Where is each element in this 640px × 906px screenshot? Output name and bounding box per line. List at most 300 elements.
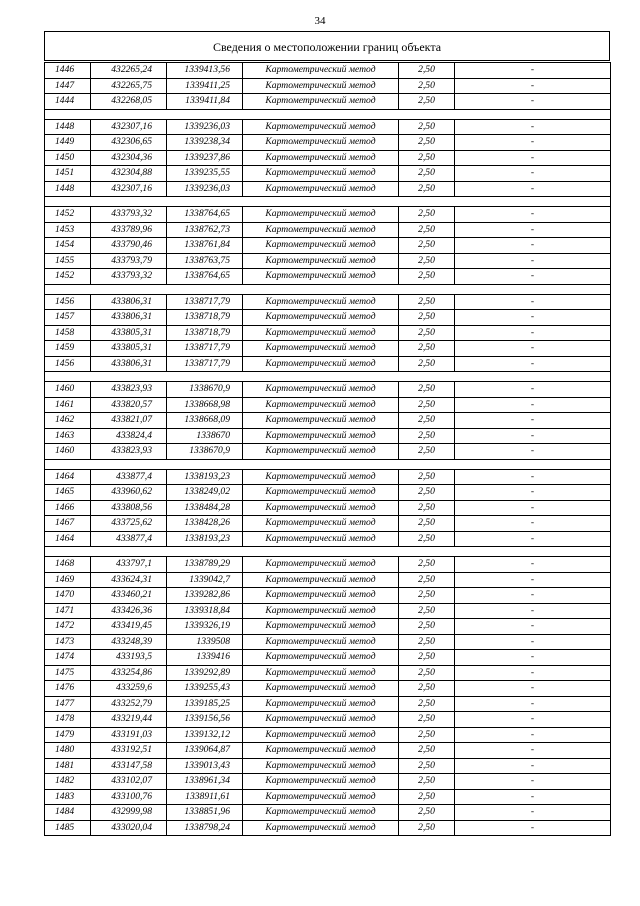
accuracy-cell: 2,50 [399,150,455,166]
table-row [45,310,611,326]
note-cell: - [455,181,611,197]
x-coordinate-cell: 433191,03 [91,727,167,743]
accuracy-cell: 2,50 [399,758,455,774]
x-coordinate-cell: 433259,6 [91,681,167,697]
note-cell: - [455,294,611,310]
y-coordinate-cell: 1339326,19 [167,619,243,635]
note-cell: - [455,166,611,182]
y-coordinate-cell: 1338718,79 [167,325,243,341]
point-number-cell: 1484 [45,805,91,821]
coordinates-table-body [45,63,611,836]
x-coordinate-cell: 433806,31 [91,356,167,372]
y-coordinate-cell: 1338484,28 [167,500,243,516]
note-cell: - [455,650,611,666]
method-cell: Картометрический метод [243,696,399,712]
method-cell: Картометрический метод [243,222,399,238]
y-coordinate-cell: 1339132,12 [167,727,243,743]
point-number-cell: 1475 [45,665,91,681]
x-coordinate-cell: 432268,05 [91,94,167,110]
table-row [45,294,611,310]
note-cell: - [455,774,611,790]
y-coordinate-cell: 1338670 [167,428,243,444]
note-cell: - [455,485,611,501]
point-number-cell: 1464 [45,531,91,547]
accuracy-cell: 2,50 [399,557,455,573]
table-row [45,207,611,223]
note-cell: - [455,444,611,460]
accuracy-cell: 2,50 [399,63,455,79]
x-coordinate-cell: 432304,88 [91,166,167,182]
method-cell: Картометрический метод [243,356,399,372]
x-coordinate-cell: 433793,79 [91,253,167,269]
x-coordinate-cell: 433793,32 [91,269,167,285]
table-row [45,789,611,805]
table-row [45,382,611,398]
x-coordinate-cell: 433020,04 [91,820,167,836]
point-number-cell: 1452 [45,269,91,285]
y-coordinate-cell: 1339064,87 [167,743,243,759]
table-row [45,500,611,516]
point-number-cell: 1479 [45,727,91,743]
x-coordinate-cell: 433823,93 [91,382,167,398]
x-coordinate-cell: 433419,45 [91,619,167,635]
accuracy-cell: 2,50 [399,696,455,712]
note-cell: - [455,78,611,94]
method-cell: Картометрический метод [243,665,399,681]
x-coordinate-cell: 433824,4 [91,428,167,444]
x-coordinate-cell: 433102,07 [91,774,167,790]
table-row [45,572,611,588]
point-number-cell: 1476 [45,681,91,697]
accuracy-cell: 2,50 [399,428,455,444]
point-number-cell: 1464 [45,469,91,485]
point-number-cell: 1465 [45,485,91,501]
y-coordinate-cell: 1339255,43 [167,681,243,697]
method-cell: Картометрический метод [243,78,399,94]
group-separator-cell [45,109,611,119]
x-coordinate-cell: 433725,62 [91,516,167,532]
method-cell: Картометрический метод [243,428,399,444]
table-row [45,531,611,547]
group-separator-row [45,284,611,294]
note-cell: - [455,727,611,743]
accuracy-cell: 2,50 [399,469,455,485]
accuracy-cell: 2,50 [399,356,455,372]
accuracy-cell: 2,50 [399,531,455,547]
x-coordinate-cell: 433252,79 [91,696,167,712]
group-separator-row [45,109,611,119]
note-cell: - [455,325,611,341]
x-coordinate-cell: 433960,62 [91,485,167,501]
accuracy-cell: 2,50 [399,294,455,310]
accuracy-cell: 2,50 [399,681,455,697]
accuracy-cell: 2,50 [399,634,455,650]
table-row [45,94,611,110]
x-coordinate-cell: 433219,44 [91,712,167,728]
group-separator-cell [45,284,611,294]
x-coordinate-cell: 433806,31 [91,294,167,310]
method-cell: Картометрический метод [243,341,399,357]
y-coordinate-cell: 1339236,03 [167,181,243,197]
note-cell: - [455,572,611,588]
point-number-cell: 1466 [45,500,91,516]
point-number-cell: 1474 [45,650,91,666]
x-coordinate-cell: 433793,32 [91,207,167,223]
point-number-cell: 1473 [45,634,91,650]
accuracy-cell: 2,50 [399,341,455,357]
y-coordinate-cell: 1338428,26 [167,516,243,532]
y-coordinate-cell: 1338717,79 [167,341,243,357]
y-coordinate-cell: 1339292,89 [167,665,243,681]
y-coordinate-cell: 1339411,84 [167,94,243,110]
table-row [45,222,611,238]
note-cell: - [455,428,611,444]
x-coordinate-cell: 432265,24 [91,63,167,79]
group-separator-cell [45,372,611,382]
method-cell: Картометрический метод [243,500,399,516]
y-coordinate-cell: 1339236,03 [167,119,243,135]
y-coordinate-cell: 1338249,02 [167,485,243,501]
group-separator-row [45,197,611,207]
method-cell: Картометрический метод [243,294,399,310]
table-row [45,634,611,650]
note-cell: - [455,269,611,285]
y-coordinate-cell: 1339238,34 [167,135,243,151]
point-number-cell: 1480 [45,743,91,759]
x-coordinate-cell: 432265,75 [91,78,167,94]
note-cell: - [455,743,611,759]
y-coordinate-cell: 1338764,65 [167,207,243,223]
point-number-cell: 1444 [45,94,91,110]
x-coordinate-cell: 433100,76 [91,789,167,805]
table-row [45,820,611,836]
point-number-cell: 1460 [45,382,91,398]
method-cell: Картометрический метод [243,150,399,166]
table-row [45,712,611,728]
accuracy-cell: 2,50 [399,743,455,759]
y-coordinate-cell: 1339508 [167,634,243,650]
table-row [45,557,611,573]
accuracy-cell: 2,50 [399,413,455,429]
x-coordinate-cell: 433193,5 [91,650,167,666]
y-coordinate-cell: 1339235,55 [167,166,243,182]
x-coordinate-cell: 433460,21 [91,588,167,604]
accuracy-cell: 2,50 [399,269,455,285]
note-cell: - [455,356,611,372]
method-cell: Картометрический метод [243,397,399,413]
y-coordinate-cell: 1338718,79 [167,310,243,326]
y-coordinate-cell: 1338670,9 [167,444,243,460]
group-separator-cell [45,547,611,557]
point-number-cell: 1454 [45,238,91,254]
point-number-cell: 1447 [45,78,91,94]
table-row [45,619,611,635]
note-cell: - [455,253,611,269]
point-number-cell: 1481 [45,758,91,774]
y-coordinate-cell: 1338193,23 [167,531,243,547]
boundary-sheet [44,31,610,836]
note-cell: - [455,805,611,821]
point-number-cell: 1456 [45,294,91,310]
y-coordinate-cell: 1338668,98 [167,397,243,413]
method-cell: Картометрический метод [243,413,399,429]
method-cell: Картометрический метод [243,325,399,341]
y-coordinate-cell: 1338717,79 [167,356,243,372]
y-coordinate-cell: 1339416 [167,650,243,666]
accuracy-cell: 2,50 [399,516,455,532]
method-cell: Картометрический метод [243,207,399,223]
table-row [45,356,611,372]
accuracy-cell: 2,50 [399,805,455,821]
note-cell: - [455,712,611,728]
point-number-cell: 1458 [45,325,91,341]
note-cell: - [455,397,611,413]
note-cell: - [455,603,611,619]
method-cell: Картометрический метод [243,789,399,805]
x-coordinate-cell: 433821,07 [91,413,167,429]
method-cell: Картометрический метод [243,269,399,285]
y-coordinate-cell: 1339318,84 [167,603,243,619]
y-coordinate-cell: 1339156,56 [167,712,243,728]
point-number-cell: 1446 [45,63,91,79]
x-coordinate-cell: 432999,98 [91,805,167,821]
accuracy-cell: 2,50 [399,222,455,238]
x-coordinate-cell: 433254,86 [91,665,167,681]
method-cell: Картометрический метод [243,238,399,254]
y-coordinate-cell: 1338961,34 [167,774,243,790]
table-row [45,665,611,681]
y-coordinate-cell: 1338851,96 [167,805,243,821]
y-coordinate-cell: 1338764,65 [167,269,243,285]
table-row [45,253,611,269]
accuracy-cell: 2,50 [399,94,455,110]
method-cell: Картометрический метод [243,727,399,743]
method-cell: Картометрический метод [243,557,399,573]
note-cell: - [455,789,611,805]
accuracy-cell: 2,50 [399,238,455,254]
method-cell: Картометрический метод [243,603,399,619]
table-row [45,444,611,460]
method-cell: Картометрический метод [243,743,399,759]
accuracy-cell: 2,50 [399,397,455,413]
table-row [45,238,611,254]
table-row [45,181,611,197]
note-cell: - [455,619,611,635]
table-row [45,743,611,759]
note-cell: - [455,207,611,223]
method-cell: Картометрический метод [243,805,399,821]
accuracy-cell: 2,50 [399,774,455,790]
table-row [45,341,611,357]
note-cell: - [455,222,611,238]
method-cell: Картометрический метод [243,516,399,532]
table-row [45,485,611,501]
accuracy-cell: 2,50 [399,310,455,326]
note-cell: - [455,588,611,604]
point-number-cell: 1468 [45,557,91,573]
point-number-cell: 1457 [45,310,91,326]
y-coordinate-cell: 1339282,86 [167,588,243,604]
note-cell: - [455,135,611,151]
method-cell: Картометрический метод [243,712,399,728]
y-coordinate-cell: 1338911,61 [167,789,243,805]
point-number-cell: 1469 [45,572,91,588]
point-number-cell: 1483 [45,789,91,805]
table-row [45,166,611,182]
x-coordinate-cell: 433192,51 [91,743,167,759]
x-coordinate-cell: 432307,16 [91,119,167,135]
y-coordinate-cell: 1339013,43 [167,758,243,774]
y-coordinate-cell: 1339185,25 [167,696,243,712]
note-cell: - [455,758,611,774]
y-coordinate-cell: 1339413,56 [167,63,243,79]
method-cell: Картометрический метод [243,634,399,650]
note-cell: - [455,119,611,135]
accuracy-cell: 2,50 [399,325,455,341]
method-cell: Картометрический метод [243,166,399,182]
point-number-cell: 1459 [45,341,91,357]
table-row [45,805,611,821]
y-coordinate-cell: 1338668,09 [167,413,243,429]
group-separator-cell [45,459,611,469]
method-cell: Картометрический метод [243,253,399,269]
table-row [45,78,611,94]
method-cell: Картометрический метод [243,119,399,135]
accuracy-cell: 2,50 [399,727,455,743]
accuracy-cell: 2,50 [399,789,455,805]
note-cell: - [455,63,611,79]
point-number-cell: 1471 [45,603,91,619]
point-number-cell: 1460 [45,444,91,460]
x-coordinate-cell: 432307,16 [91,181,167,197]
accuracy-cell: 2,50 [399,181,455,197]
x-coordinate-cell: 433797,1 [91,557,167,573]
x-coordinate-cell: 433823,93 [91,444,167,460]
group-separator-row [45,372,611,382]
x-coordinate-cell: 433820,57 [91,397,167,413]
x-coordinate-cell: 433624,31 [91,572,167,588]
note-cell: - [455,820,611,836]
y-coordinate-cell: 1338762,73 [167,222,243,238]
method-cell: Картометрический метод [243,135,399,151]
accuracy-cell: 2,50 [399,500,455,516]
method-cell: Картометрический метод [243,310,399,326]
x-coordinate-cell: 433877,4 [91,469,167,485]
y-coordinate-cell: 1338789,29 [167,557,243,573]
table-row [45,516,611,532]
method-cell: Картометрический метод [243,774,399,790]
table-row [45,135,611,151]
point-number-cell: 1477 [45,696,91,712]
note-cell: - [455,382,611,398]
x-coordinate-cell: 433426,36 [91,603,167,619]
table-row [45,325,611,341]
note-cell: - [455,665,611,681]
accuracy-cell: 2,50 [399,253,455,269]
y-coordinate-cell: 1338717,79 [167,294,243,310]
x-coordinate-cell: 432306,65 [91,135,167,151]
method-cell: Картометрический метод [243,758,399,774]
method-cell: Картометрический метод [243,444,399,460]
table-row [45,428,611,444]
x-coordinate-cell: 433805,31 [91,325,167,341]
x-coordinate-cell: 433806,31 [91,310,167,326]
table-row [45,758,611,774]
note-cell: - [455,531,611,547]
note-cell: - [455,500,611,516]
point-number-cell: 1448 [45,119,91,135]
point-number-cell: 1482 [45,774,91,790]
note-cell: - [455,696,611,712]
point-number-cell: 1472 [45,619,91,635]
note-cell: - [455,516,611,532]
accuracy-cell: 2,50 [399,603,455,619]
accuracy-cell: 2,50 [399,135,455,151]
method-cell: Картометрический метод [243,382,399,398]
accuracy-cell: 2,50 [399,207,455,223]
point-number-cell: 1463 [45,428,91,444]
note-cell: - [455,634,611,650]
point-number-cell: 1455 [45,253,91,269]
table-row [45,696,611,712]
accuracy-cell: 2,50 [399,444,455,460]
point-number-cell: 1462 [45,413,91,429]
accuracy-cell: 2,50 [399,619,455,635]
point-number-cell: 1461 [45,397,91,413]
note-cell: - [455,150,611,166]
point-number-cell: 1453 [45,222,91,238]
method-cell: Картометрический метод [243,485,399,501]
coordinates-table [44,62,611,836]
table-row [45,413,611,429]
point-number-cell: 1452 [45,207,91,223]
group-separator-row [45,459,611,469]
table-row [45,681,611,697]
method-cell: Картометрический метод [243,820,399,836]
y-coordinate-cell: 1339042,7 [167,572,243,588]
y-coordinate-cell: 1338670,9 [167,382,243,398]
note-cell: - [455,310,611,326]
point-number-cell: 1478 [45,712,91,728]
group-separator-row [45,547,611,557]
point-number-cell: 1448 [45,181,91,197]
note-cell: - [455,94,611,110]
method-cell: Картометрический метод [243,619,399,635]
accuracy-cell: 2,50 [399,820,455,836]
note-cell: - [455,557,611,573]
point-number-cell: 1485 [45,820,91,836]
x-coordinate-cell: 433789,96 [91,222,167,238]
method-cell: Картометрический метод [243,650,399,666]
accuracy-cell: 2,50 [399,588,455,604]
table-row [45,603,611,619]
accuracy-cell: 2,50 [399,119,455,135]
accuracy-cell: 2,50 [399,572,455,588]
point-number-cell: 1451 [45,166,91,182]
table-title: Сведения о местоположении границ объекта [44,31,610,61]
point-number-cell: 1449 [45,135,91,151]
method-cell: Картометрический метод [243,181,399,197]
note-cell: - [455,413,611,429]
x-coordinate-cell: 433808,56 [91,500,167,516]
y-coordinate-cell: 1338763,75 [167,253,243,269]
table-row [45,727,611,743]
y-coordinate-cell: 1338798,24 [167,820,243,836]
table-row [45,397,611,413]
method-cell: Картометрический метод [243,531,399,547]
accuracy-cell: 2,50 [399,712,455,728]
table-row [45,150,611,166]
